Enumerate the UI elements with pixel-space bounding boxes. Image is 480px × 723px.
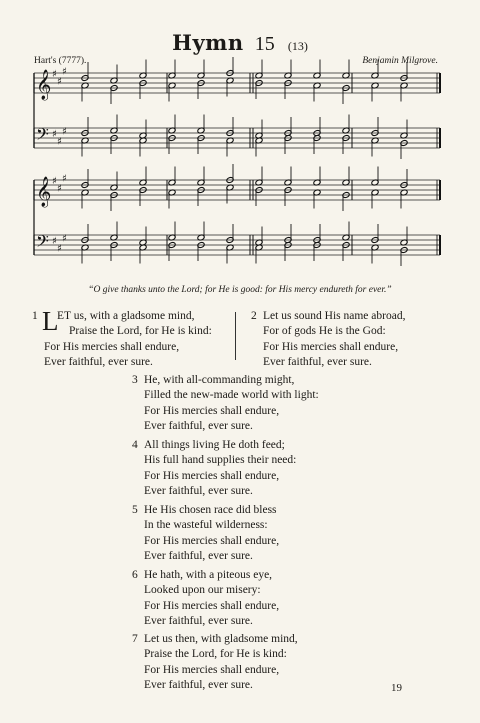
verse-number: 5	[132, 504, 138, 516]
verse-line: Ever faithful, ever sure.	[144, 679, 253, 692]
verse-line: For His mercies shall endure,	[44, 340, 180, 353]
verse-line: Ever faithful, ever sure.	[144, 485, 253, 498]
verse-line: Ever faithful, ever sure.	[144, 420, 253, 433]
verse-line: For His mercies shall endure,	[144, 534, 280, 547]
verse-line: Praise the Lord, for He is kind:	[69, 325, 212, 338]
verse-line-text: ET us, with a gladsome mind,	[57, 310, 195, 322]
sharp-icon: ♯	[57, 183, 62, 195]
treble-clef-icon: 𝄞	[36, 177, 52, 207]
verse-line	[132, 438, 296, 453]
verse-line: For His mercies shall endure,	[144, 469, 280, 482]
sharp-icon: ♯	[62, 173, 67, 185]
verse-6	[132, 568, 279, 630]
sharp-icon: ♯	[57, 243, 62, 255]
bass-clef-icon: 𝄢	[36, 231, 49, 255]
sharp-icon: ♯	[62, 126, 67, 138]
verse-4	[132, 438, 296, 500]
sharp-icon: ♯	[57, 136, 62, 148]
verse-line: Filled the new-made world with light:	[144, 389, 319, 402]
verse-number: 6	[132, 569, 138, 581]
alternate-number: (13)	[287, 39, 308, 53]
sharp-icon: ♯	[52, 176, 57, 187]
hymn-number: 15	[254, 33, 275, 55]
verse-line	[132, 632, 298, 647]
epigraph: “O give thanks unto the Lord; for He is good: for His mercy endureth for ever.”	[88, 285, 392, 295]
treble-clef-icon: 𝄞	[36, 70, 52, 100]
sharp-icon: ♯	[52, 236, 57, 247]
verse-line-text: He, with all-commanding might,	[144, 374, 295, 386]
verse-number: 2	[251, 310, 257, 322]
verse-1	[32, 306, 212, 371]
verse-line-text: Let us sound His name abroad,	[263, 310, 406, 322]
verse-line: For His mercies shall endure,	[144, 599, 280, 612]
verse-line: In the wasteful wilderness:	[144, 519, 268, 532]
verse-line: For of gods He is the God:	[263, 325, 386, 338]
drop-cap: L	[42, 306, 59, 336]
bass-clef-icon: 𝄢	[36, 124, 49, 148]
verse-line: Looked upon our misery:	[144, 584, 261, 597]
verse-line	[251, 309, 405, 324]
verse-line: Praise the Lord, for He is kind:	[144, 648, 287, 661]
verse-line: Ever faithful, ever sure.	[263, 356, 372, 369]
verse-7	[132, 632, 298, 694]
tune-name: Hart's (7777).	[34, 56, 87, 66]
composer-name: Benjamin Milgrove.	[362, 56, 438, 66]
verse-line-text: All things living He doth feed;	[144, 439, 285, 451]
sharp-icon: ♯	[52, 69, 57, 80]
hymn-word: Hymn	[172, 30, 244, 55]
verse-2	[251, 309, 405, 371]
verse-number: 4	[132, 439, 138, 451]
sharp-icon: ♯	[52, 129, 57, 140]
music-score	[0, 0, 480, 280]
verse-line: For His mercies shall endure,	[263, 340, 399, 353]
verse-line	[132, 373, 319, 388]
verse-line	[132, 503, 279, 518]
page-number: 19	[391, 682, 402, 694]
column-divider	[235, 312, 236, 360]
verse-line-text: Let us then, with gladsome mind,	[144, 633, 298, 645]
verse-5	[132, 503, 279, 565]
verse-number: 1	[32, 310, 38, 322]
verse-3	[132, 373, 319, 435]
sharp-icon: ♯	[62, 233, 67, 245]
verse-line-text: He hath, with a piteous eye,	[144, 569, 273, 581]
verse-line: Ever faithful, ever sure.	[144, 550, 253, 563]
verse-line-text: He His chosen race did bless	[144, 504, 277, 516]
verse-number: 7	[132, 633, 138, 645]
verse-line: His full hand supplies their need:	[144, 454, 297, 467]
verse-line: Ever faithful, ever sure.	[144, 615, 253, 628]
verse-number: 3	[132, 374, 138, 386]
sharp-icon: ♯	[57, 76, 62, 88]
verse-line: Ever faithful, ever sure.	[44, 356, 153, 369]
sharp-icon: ♯	[62, 66, 67, 78]
verse-line: For His mercies shall endure,	[144, 663, 280, 676]
verse-line: For His mercies shall endure,	[144, 404, 280, 417]
verse-line	[132, 568, 279, 583]
